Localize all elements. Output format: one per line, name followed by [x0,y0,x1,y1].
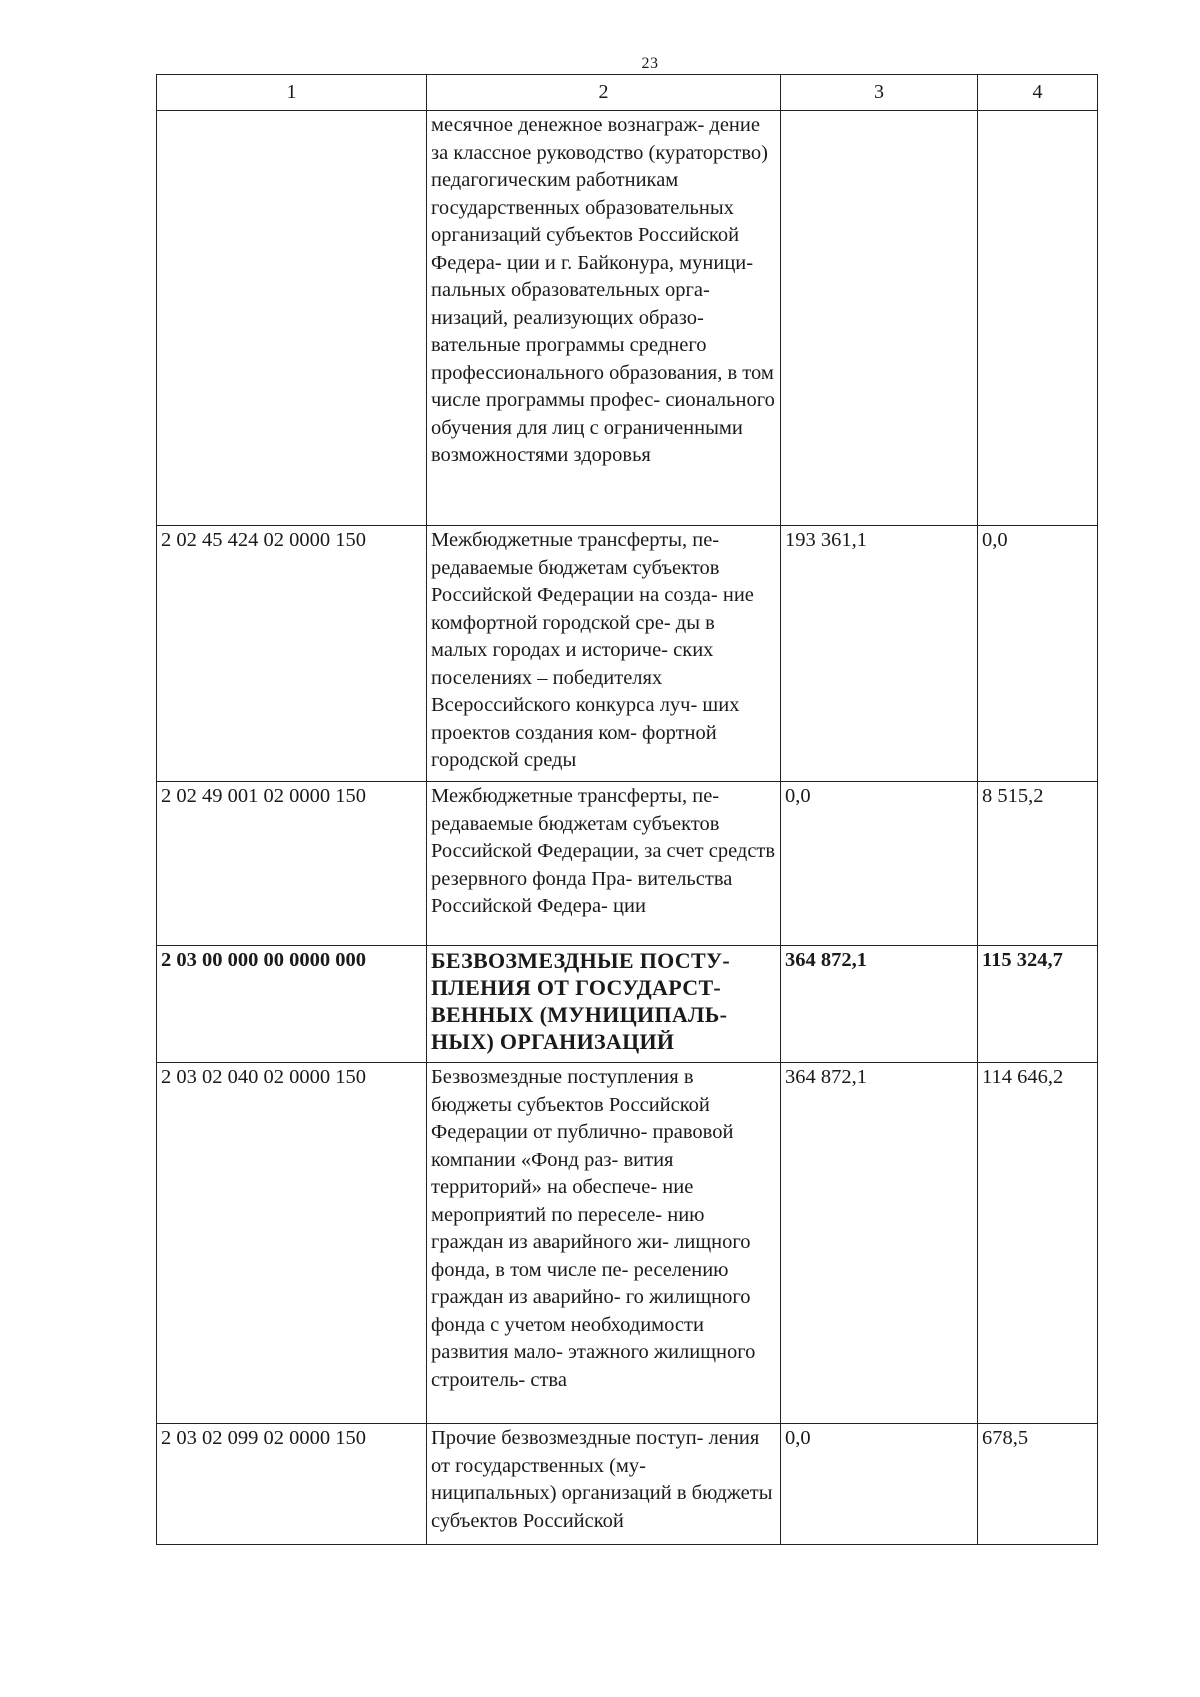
budget-code: 2 02 45 424 02 0000 150 [157,526,427,782]
table-row-section-total [157,946,1098,1063]
budget-table [156,74,1098,1545]
column-header-4: 4 [978,75,1098,111]
row-description: БЕЗВОЗМЕЗДНЫЕ ПОСТУ- ПЛЕНИЯ ОТ ГОСУДАРСТ- ВЕННЫХ (МУНИЦИПАЛЬ- НЫХ) ОРГАНИЗАЦИЙ [427,946,781,1063]
table-row [157,1424,1098,1545]
row-description: месячное денежное вознаграж- дение за классное руководство (кураторство) педагогическим работникам государственных образовательных организаций субъектов Российской Федера- ции и г. Байконура, муници- пальных образовательных орга- низаций, реализующих образо- вательные программы среднего профессионального образования, в том числе программы профес- сионального обучения для лиц с ограниченными возможностями здоровья [427,111,781,526]
page-number: 23 [641,55,659,72]
table-row [157,1063,1098,1424]
budget-code: 2 03 00 000 00 0000 000 [157,946,427,1063]
amount-col3: 364 872,1 [781,946,978,1063]
column-header-2: 2 [427,75,781,111]
row-description: Прочие безвозмездные поступ- ления от государственных (му- ниципальных) организаций в бюджеты субъектов Российской [427,1424,781,1545]
amount-col4: 115 324,7 [978,946,1098,1063]
amount-col4: 0,0 [978,526,1098,782]
table-row [157,526,1098,782]
row-description: Безвозмездные поступления в бюджеты субъектов Российской Федерации от публично- правовой компании «Фонд раз- вития территорий» на обеспече- ние мероприятий по переселе- нию граждан из аварийного жи- лищного фонда, в том числе пе- реселению граждан из аварийно- го жилищного фонда с учетом необходимости развития мало- этажного жилищного строитель- ства [427,1063,781,1424]
budget-code [157,111,427,526]
row-description: Межбюджетные трансферты, пе- редаваемые бюджетам субъектов Российской Федерации, за счет средств резервного фонда Пра- вительства Российской Федера- ции [427,782,781,946]
column-header-1: 1 [157,75,427,111]
amount-col3: 193 361,1 [781,526,978,782]
row-description: Межбюджетные трансферты, пе- редаваемые бюджетам субъектов Российской Федерации на созда- ние комфортной городской сре- ды в малых городах и историче- ских поселениях – победителях Всероссийского конкурса луч- ших проектов создания ком- фортной городской среды [427,526,781,782]
amount-col4: 114 646,2 [978,1063,1098,1424]
budget-code: 2 03 02 099 02 0000 150 [157,1424,427,1545]
amount-col4: 678,5 [978,1424,1098,1545]
budget-code: 2 03 02 040 02 0000 150 [157,1063,427,1424]
amount-col3: 0,0 [781,782,978,946]
amount-col4 [978,111,1098,526]
amount-col3: 0,0 [781,1424,978,1545]
table-row [157,782,1098,946]
amount-col3 [781,111,978,526]
amount-col3: 364 872,1 [781,1063,978,1424]
budget-code: 2 02 49 001 02 0000 150 [157,782,427,946]
table-header-row [157,75,1098,111]
column-header-3: 3 [781,75,978,111]
amount-col4: 8 515,2 [978,782,1098,946]
table-row [157,111,1098,526]
